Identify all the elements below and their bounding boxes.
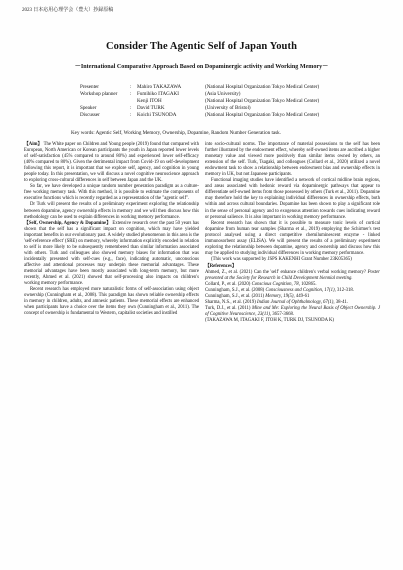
paragraph [24,221,199,288]
reference-text: Cunningham, S.J., et al. (2011) [205,294,266,300]
credit-role: Discusser [80,112,100,119]
paragraph [205,178,380,220]
paragraph-text: Recent research has shown that it is possible to measure tonic levels of cortical dopamine from human tear samples (Sharma et al., 2019) employing the Schirmer's test protocol analysed using a direct competitive chemiluminescent enzyme - linked immunosorbent assay (ELISA). We will present the results of a preliminary experiment exploring the relationship between dopamine, agency and ownership and discuss how this may be applied to studying individual differences in working memory performance. [205,220,380,256]
credit-row [0,98,403,105]
credit-affiliation: (University of Bristol) [205,105,251,112]
reference-source: Conscious Cognition, 78 [251,282,299,288]
paragraph-text: Extensive research over the past 50 years has shown that the self has a significant impact on cognition, which may have yielded important benefits in our evolutionary past. A widely studied phenomenon in this area is the 'self-reference effect' (SRE) on memory, whereby information explicitly encoded in relation to self is more likely to be subsequently remembered than similar information associated with others. Turk and colleagues also showed memory biases for information that was incidentally presented with self-cues (e.g., face), indicating automatic, unconscious affective and attentional processes may underpin these memorial advantages. These memorial advantages have been mostly associated with long-term memory, but more recently, Ahmed et al. (2021) showed that self-processing also impacts on children's working memory performance. [24,220,199,287]
reference-source: Indian Journal of Ophthalmology, 67(1), [256,300,335,306]
credit-name: Fumihiko ITAGAKI [137,91,179,98]
references-heading: 【References】 [205,263,237,269]
reference-text: 449-61 [294,294,310,300]
credit-affiliation: (National Hospital Organization Tokyo Medical Center) [205,98,320,105]
credit-colon: : [130,91,132,98]
credit-row [0,105,403,112]
references-list [205,270,380,318]
credit-colon: : [130,112,132,119]
credit-colon: : [130,84,132,90]
reference-source: Poster presented at the Society for Research in Child Development biennial meeting. [205,269,380,282]
reference-text: 38-41. [334,300,349,306]
credit-colon: : [130,105,132,112]
reference-text: Collard, P., et al. (2020) [205,282,252,288]
paragraph-text: Dr Turk will present the results of a preliminary experiment exploring the relationship between dopamine, agency ownership effects in memory and we will then discuss how this methodology can be used to explain differences in working memory performance. [24,202,199,220]
credit-role: Speaker [80,105,97,112]
paragraph-text: into socio-cultural norms. The importance of material possessions to the self has been further illustrated by the endowment effect, whereby self-owned items are ascribed a higher monetary value and viewed more positively than similar items owned by others, an extension of the self. Turk, Tsagaki, and colleagues (Collard et al., 2020) utilized a novel endowment task to show a relationship between endowment bias and ownership effects in memory in UK, but not Japanese participants. [205,142,380,178]
paragraph [24,184,199,202]
credits-block [0,84,403,119]
credit-name: David TURK [137,105,165,112]
credit-name: Mahiro TAKAZAWA [137,84,182,90]
right-column [205,142,380,324]
credit-affiliation: (National Hospital Organization Tokyo Medical Center) [205,112,320,119]
reference-source: Mine and Me: Exploring the Neural Basis of Object Ownership. J of Cognitive Neuroscience, 23(11), [205,306,380,318]
paragraph-text: Recent research has employed more naturalistic forms of self-association using object ownership (Cunningham et al., 2008). This paradigm has shown reliable ownership effects in memory in children, adults, and amnesic patients. These memorial effects are enhanced when participants have a choice over the items they own (Cunningham et al., 2011). The concept of ownership is fundamental to Western, capitalist societies and instilled [24,287,199,317]
header-line: 2023 日本応用心理学会（豊大）抄録原稿 [22,8,114,13]
page-title: Consider The Agentic Self of Japan Youth [105,41,298,52]
paragraph [205,257,380,263]
paragraph [205,221,380,257]
credit-affiliation: (Asia University) [205,91,241,98]
reference-item [205,306,380,318]
paragraph-text: So far, we have developed a unique random number generation paradigm as a culture-free working memory task. With this method, it is possible to estimate the components of executive functions which is recently regarded as a representation of the "agentic self". [24,184,199,202]
credit-role: Presenter [80,84,99,90]
paragraph [205,142,380,178]
credit-row [0,112,403,119]
credit-name: Kenji ITOH [137,98,162,105]
paragraph [24,202,199,220]
keywords-line: Key words: Agentic Self, Working Memory, Ownership, Dopamine, Random Number Generation task. [71,130,281,136]
authors-footer: (TAKAZAWA M, ITAGAKI F, ITOH K, TURK DJ, TSUNODA K) [205,318,334,324]
left-column [24,142,199,317]
credit-row [0,84,403,91]
credit-name: Koichi TSUNODA [137,112,177,119]
credit-affiliation: (National Hospital Organization Tokyo Medical Center) [205,84,320,90]
credit-row [0,91,403,98]
page-subtitle: －International Comparative Approach Based on Dopaminergic activity and Working Memory－ [74,64,329,70]
reference-text: 3657-3668. [271,312,295,318]
reference-text: Ahmed, Z., et al. (2021) Can the 'self' enhance children's verbal working memory? [205,269,368,275]
reference-source: Memory, 19(5), [265,294,295,300]
reference-text: Sharma, N.S., et al. (2019) [205,300,257,306]
credit-role: Workshop planner [80,91,118,98]
paragraph-text: Functional imaging studies have identified a network of cortical midline brain regions, and areas associated with hedonic reward via dopaminergic pathways that appear to differentiate self-owned items from those possessed by others (Turk et al., 2011). Dopamine may therefore hold the key to explaining individual differences in ownership effects, both within and across cultural boundaries. Dopamine has been shown to play a significant role in the sense of personal agency and to exogenous attention towards cues indicating reward or personal salience. It is also important in working memory performance. [205,178,380,220]
paragraph [24,142,199,184]
reference-text: , 102865. [298,282,317,288]
paragraph [24,287,199,317]
reference-item [205,270,380,282]
grant-note: (This work was supported by JSPS KAKENHI Grant Number 23K05365) [211,256,352,262]
reference-source: Consciousness and Cognition, 17(1), [265,288,336,294]
reference-text: Turk, D.J., et al. (2011) [205,306,252,312]
section-heading: 【Aim】 [24,142,43,147]
paragraph-text: The White paper on Children and Young people (2019) found that compared with European, North American or Korean participants the youth in Japan reported lower levels of self-satisfaction (45% compared to around 80%) and experienced lower self-efficacy (40% compared to 80%). Given the detrimental impact from Covid-19 on self-development following this report, it is important that we explore self, agency, and cognition in young people today. In this presentation, we will discuss a novel cognitive neuroscience approach to exploring cross-cultural differences in self between Japan and the UK. [24,142,199,184]
section-heading: 【Self, Ownership, Agency & Dopamine】 [24,220,112,226]
reference-text: 312-318. [335,288,354,294]
reference-text: Cunningham, S.J., et al. (2008) [205,288,266,294]
